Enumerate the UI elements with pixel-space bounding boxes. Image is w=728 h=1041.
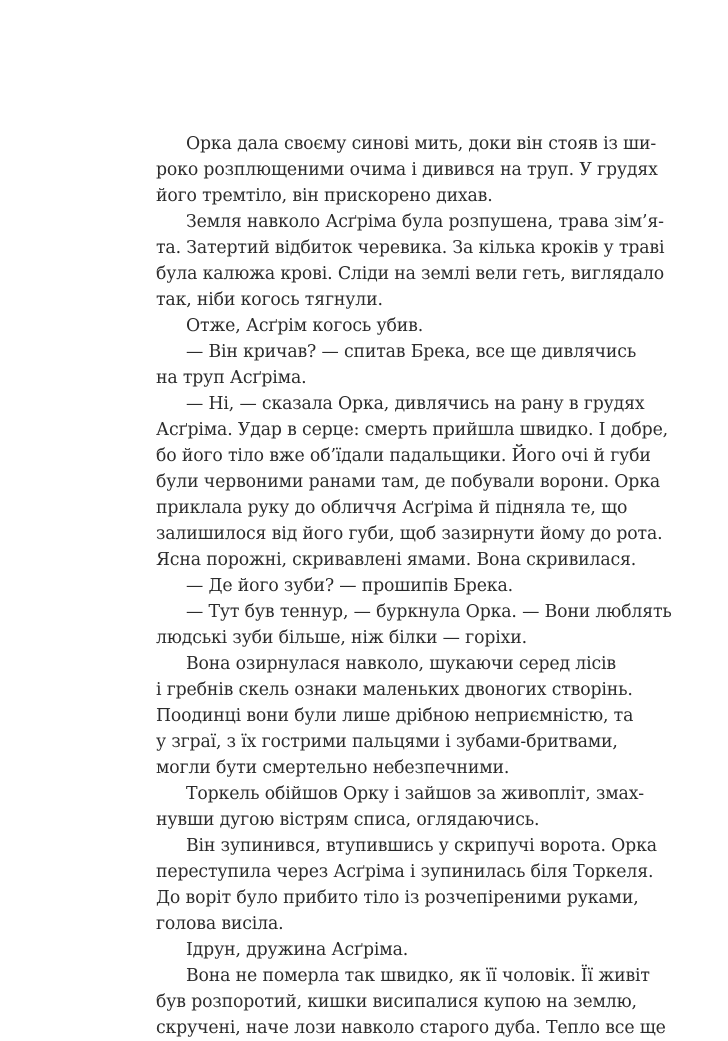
text-line: бо його тіло вже об’їдали падальщики. Його очі й губи	[156, 446, 651, 466]
text-line: Вона не померла так швидко, як її чоловік. Її живіт	[186, 966, 650, 986]
text-line: Земля навколо Асґріма була розпушена, трава зім’я-	[186, 212, 664, 232]
text-line: голова висіла.	[156, 914, 284, 934]
text-line: — Де його зуби? — прошипів Брека.	[186, 576, 513, 596]
text-line: — Він кричав? — спитав Брека, все ще дивлячись	[186, 342, 637, 362]
text-line: приклала руку до обличчя Асґріма й підняла те, що	[156, 498, 628, 518]
text-line: його тремтіло, він прискорено дихав.	[156, 186, 493, 206]
text-line: Ясна порожні, скривавлені ямами. Вона скривилася.	[156, 550, 637, 570]
text-line: Поодинці вони були лише дрібною неприємністю, та	[156, 706, 634, 726]
text-line: нувши дугою вістрям списа, оглядаючись.	[156, 810, 540, 830]
text-line: на труп Асґріма.	[156, 368, 307, 388]
text-line: могли бути смертельно небезпечними.	[156, 758, 510, 778]
text-line: До воріт було прибито тіло із розчепіреними руками,	[156, 888, 639, 908]
text-line: була калюжа крові. Сліди на землі вели геть, виглядало	[156, 264, 665, 284]
text-line: Орка дала своєму синові мить, доки він стояв із ши-	[186, 134, 657, 154]
text-line: Асґріма. Удар в серце: смерть прийшла швидко. І добре,	[156, 420, 668, 440]
text-line: Ідрун, дружина Асґріма.	[186, 940, 409, 960]
text-line: — Ні, — сказала Орка, дивлячись на рану в грудях	[186, 394, 645, 414]
text-line: Він зупинився, втупившись у скрипучі ворота. Орка	[186, 836, 657, 856]
text-line: роко розплющеними очима і дивився на труп. У грудях	[156, 160, 658, 180]
text-line: скручені, наче лози навколо старого дуба. Тепло все ще	[156, 1018, 666, 1038]
text-line: були червоними ранами там, де побували ворони. Орка	[156, 472, 661, 492]
text-line: і гребнів скель ознаки маленьких двоногих створінь.	[156, 680, 633, 700]
text-line: Торкель обійшов Орку і зайшов за живопліт, змах-	[186, 784, 644, 804]
text-line: залишилося від його губи, щоб зазирнути йому до рота.	[156, 524, 663, 544]
text-line: та. Затертий відбиток черевика. За кілька кроків у траві	[156, 238, 665, 258]
text-line: — Тут був теннур, — буркнула Орка. — Вони люблять	[186, 602, 672, 622]
text-line: у зграї, з їх гострими пальцями і зубами-бритвами,	[156, 732, 618, 752]
text-line: був розпоротий, кишки висипалися купою на землю,	[156, 992, 637, 1012]
text-line: людські зуби більше, ніж білки — горіхи.	[156, 628, 527, 648]
text-line: Отже, Асґрім когось убив.	[186, 316, 424, 336]
text-line: переступила через Асґріма і зупинилась біля Торкеля.	[156, 862, 654, 882]
text-line: так, ніби когось тягнули.	[156, 290, 383, 310]
text-line: Вона озирнулася навколо, шукаючи серед лісів	[186, 654, 616, 674]
